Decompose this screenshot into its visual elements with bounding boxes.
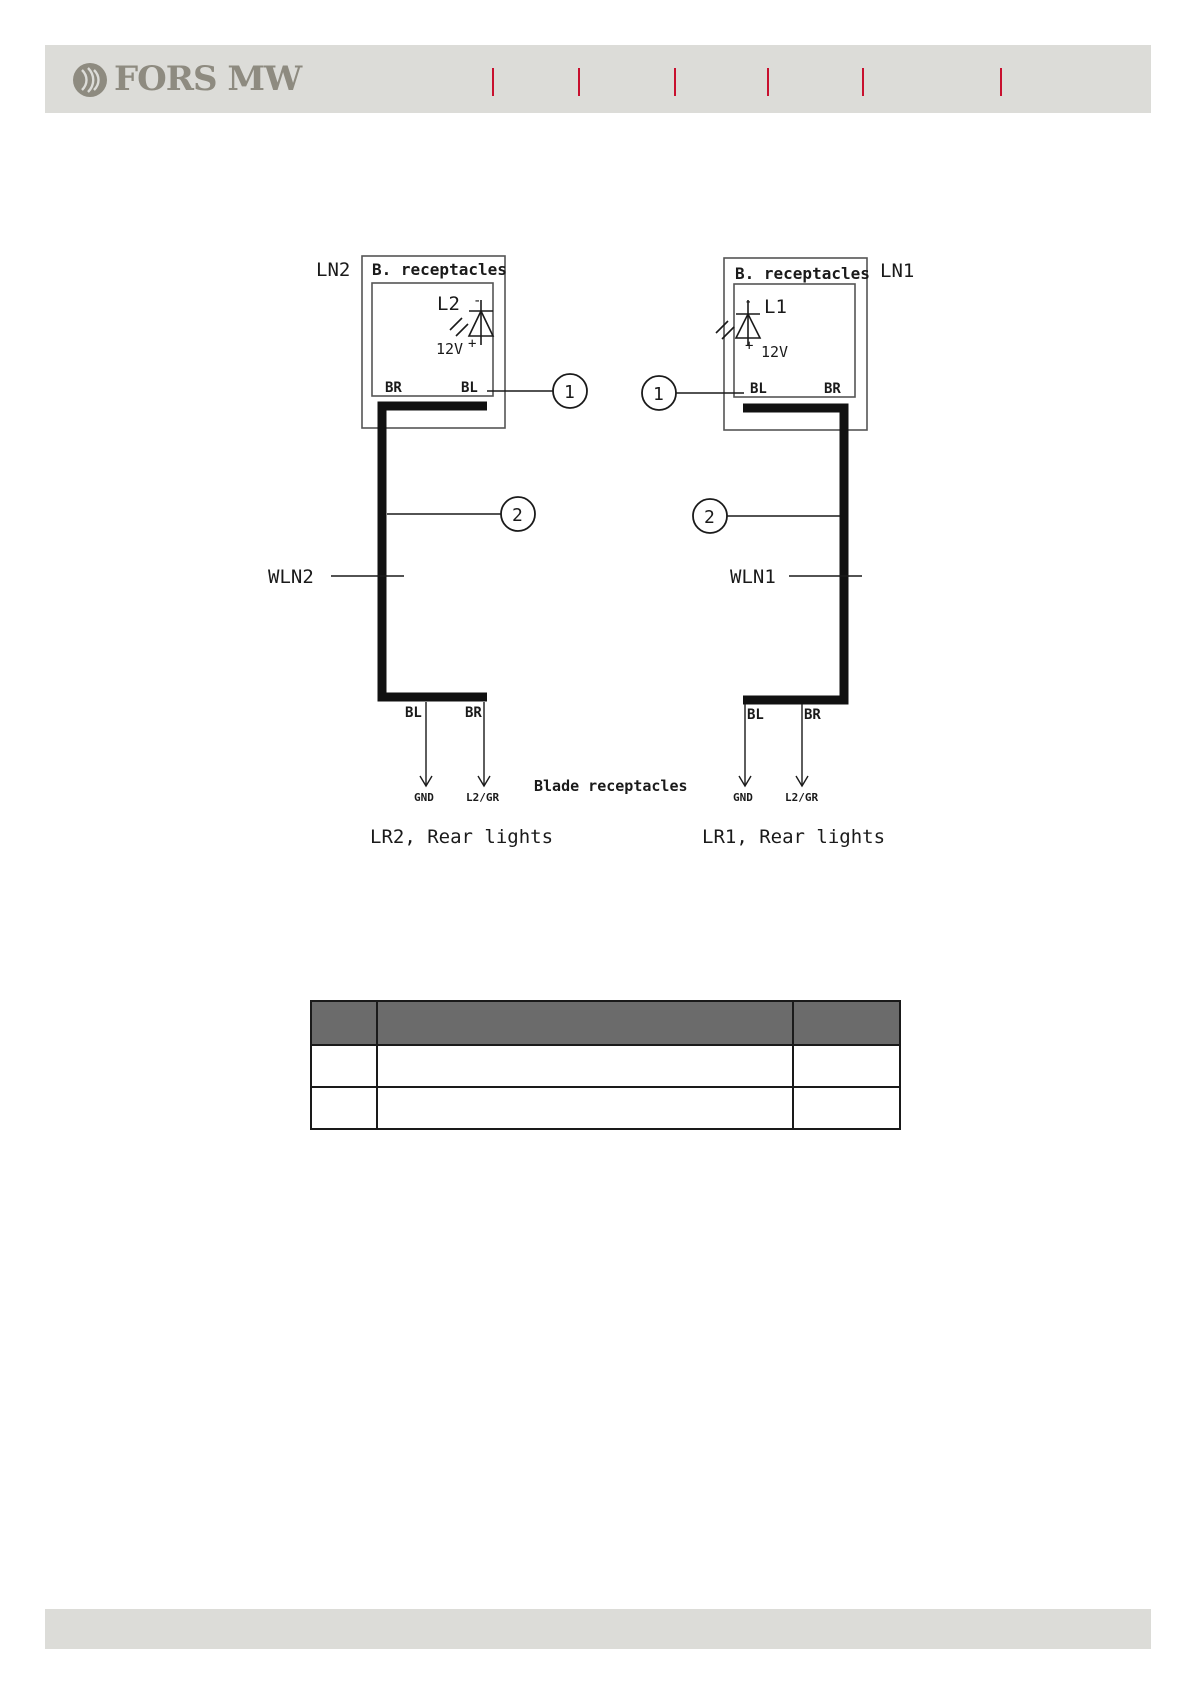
box-label: LN2 — [316, 259, 351, 281]
plus-sign: + — [745, 338, 754, 354]
table-cell — [793, 1045, 900, 1087]
table-cell — [311, 1045, 377, 1087]
table-cell — [793, 1087, 900, 1129]
receptacle-title: B. receptacles — [735, 264, 870, 283]
logo-wordmark: FORS MW — [114, 59, 302, 99]
wire-code: BR — [465, 705, 482, 721]
parts-table — [310, 1000, 887, 1130]
left-unit — [268, 256, 587, 848]
voltage-label: 12V — [761, 343, 789, 361]
callout-number: 2 — [704, 507, 715, 528]
lamp-label: L1 — [764, 296, 787, 318]
callout-number: 2 — [512, 505, 523, 526]
table-header-cell — [311, 1001, 377, 1045]
caption: LR2, Rear lights — [370, 826, 554, 848]
terminal-label: GND — [733, 791, 753, 804]
right-unit — [642, 258, 914, 848]
wire-code: BR — [804, 707, 821, 723]
callout-number: 1 — [564, 382, 575, 403]
table-header-row — [311, 1001, 900, 1045]
cable-path — [382, 406, 487, 697]
table-row — [311, 1045, 900, 1087]
plus-sign: + — [468, 336, 477, 352]
cable-label: WLN2 — [268, 566, 314, 588]
center-label: Blade receptacles — [534, 777, 688, 795]
footer-bar — [45, 1609, 1151, 1649]
box-label: LN1 — [880, 260, 915, 282]
terminal-label: L2/GR — [466, 791, 500, 804]
led-icon — [716, 300, 760, 345]
table-header-cell — [377, 1001, 793, 1045]
wire-code: BR — [385, 380, 402, 396]
table-row — [311, 1087, 900, 1129]
table-cell — [311, 1087, 377, 1129]
voltage-label: 12V — [436, 340, 464, 358]
wire-code: BL — [747, 707, 764, 723]
cable-path — [743, 408, 844, 700]
terminal-label: L2/GR — [785, 791, 819, 804]
receptacle-title: B. receptacles — [372, 260, 507, 279]
wire-code: BR — [824, 381, 841, 397]
wire-code: BL — [750, 381, 767, 397]
table-header-cell — [793, 1001, 900, 1045]
minus-sign: - — [744, 294, 753, 310]
wire-code: BL — [461, 380, 478, 396]
table-cell — [377, 1087, 793, 1129]
minus-sign: - — [473, 293, 482, 309]
cable-label: WLN1 — [730, 566, 776, 588]
lamp-label: L2 — [437, 293, 460, 315]
caption: LR1, Rear lights — [702, 826, 886, 848]
terminal-label: GND — [414, 791, 434, 804]
callout-number: 1 — [653, 384, 664, 405]
table-cell — [377, 1045, 793, 1087]
wire-code: BL — [405, 705, 422, 721]
